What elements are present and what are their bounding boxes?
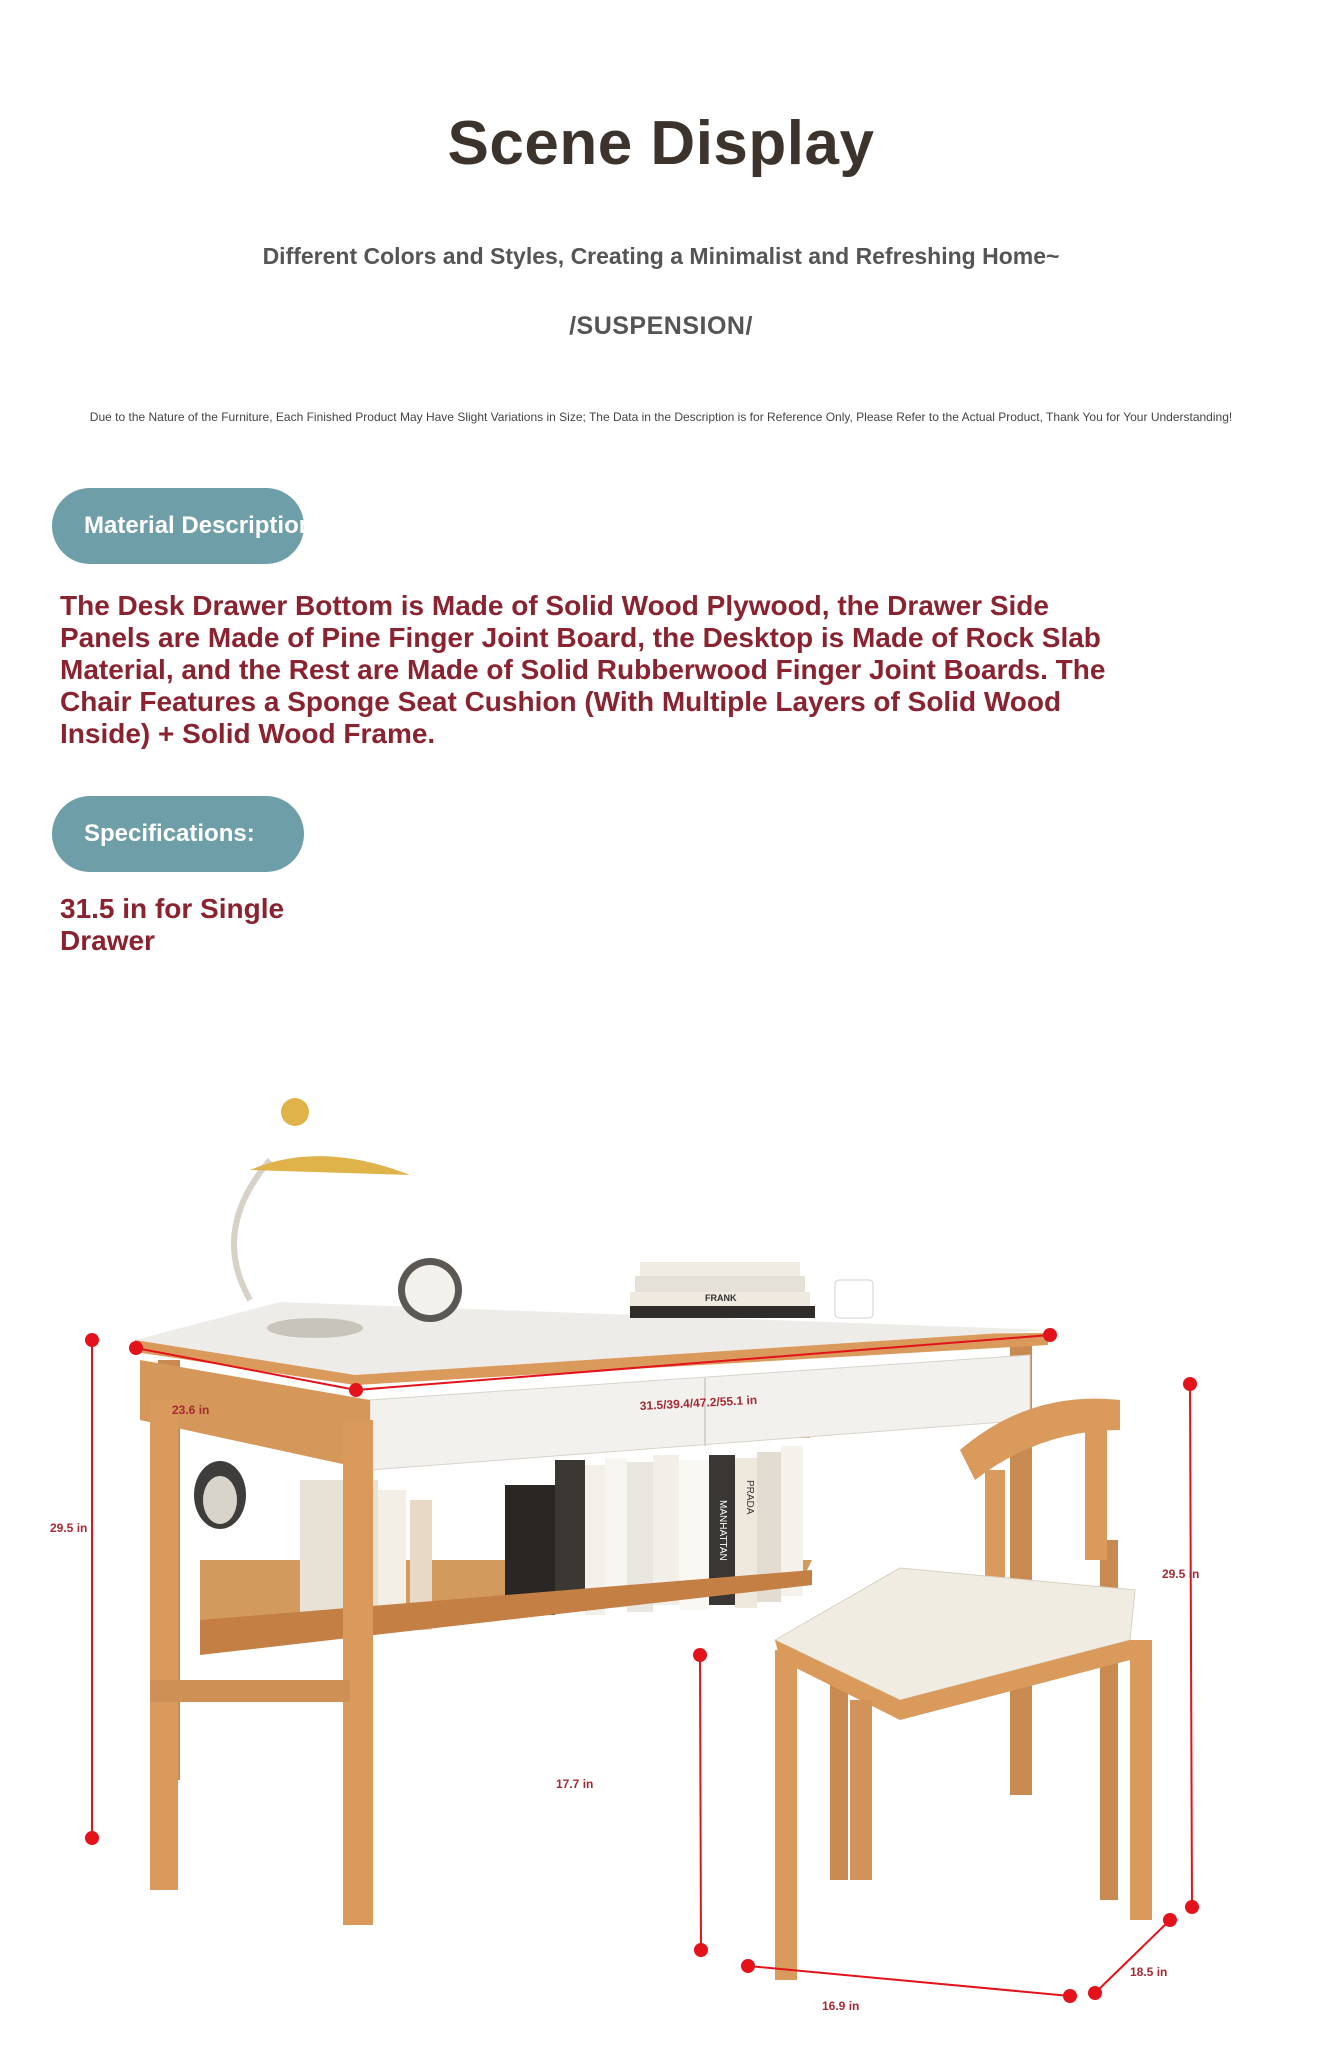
chair-height-label: 29.5 in [1162,1567,1200,1581]
page-title: Scene Display [447,109,875,178]
size-disclaimer: Due to the Nature of the Furniture, Each Finished Product May Have Slight Variations in Size; The Data in the Description is for Reference Only, Please Refer to the Actual Product, Thank You for Your Understanding! [89,410,1233,424]
desk-height-label: 29.5 in [50,1521,88,1535]
book-spine-label: PRADA [744,1480,755,1515]
chair-width-label: 16.9 in [822,1999,860,2013]
furniture-scene-illustration [0,1080,1322,2048]
desk-depth-label: 23.6 in [172,1403,210,1417]
specifications-label: Specifications: [84,820,255,847]
brand-name: /SUSPENSION/ [569,312,753,340]
seat-height-label: 17.7 in [556,1777,594,1791]
chair-illustration [775,1399,1152,1980]
desk-illustration [135,1098,1048,1925]
material-label-pill [52,488,322,564]
desk-width-label: 31.5/39.4/47.2/55.1 in [639,1392,758,1413]
book-title: FRANK [705,1293,737,1303]
specifications-label-pill [52,796,304,872]
specifications-text: 31.5 in for Single Drawer [60,893,285,956]
page-subtitle: Different Colors and Styles, Creating a Minimalist and Refreshing Home~ [262,243,1060,269]
book-spine-label: MANHATTAN [717,1500,728,1561]
material-description: The Desk Drawer Bottom is Made of Solid Wood Plywood, the Drawer Side Panels are Made of Pine Finger Joint Board, the Desktop is Made of Rock Slab Material, and the Rest are Made of Solid Rubberwood Finger Joint Boards. The Chair Features a Sponge Seat Cushion (With Multiple Layers of Solid Wood Inside) + Solid Wood Frame. [60,590,1106,749]
material-label: Material Description: [84,512,322,539]
chair-depth-label: 18.5 in [1130,1965,1168,1979]
